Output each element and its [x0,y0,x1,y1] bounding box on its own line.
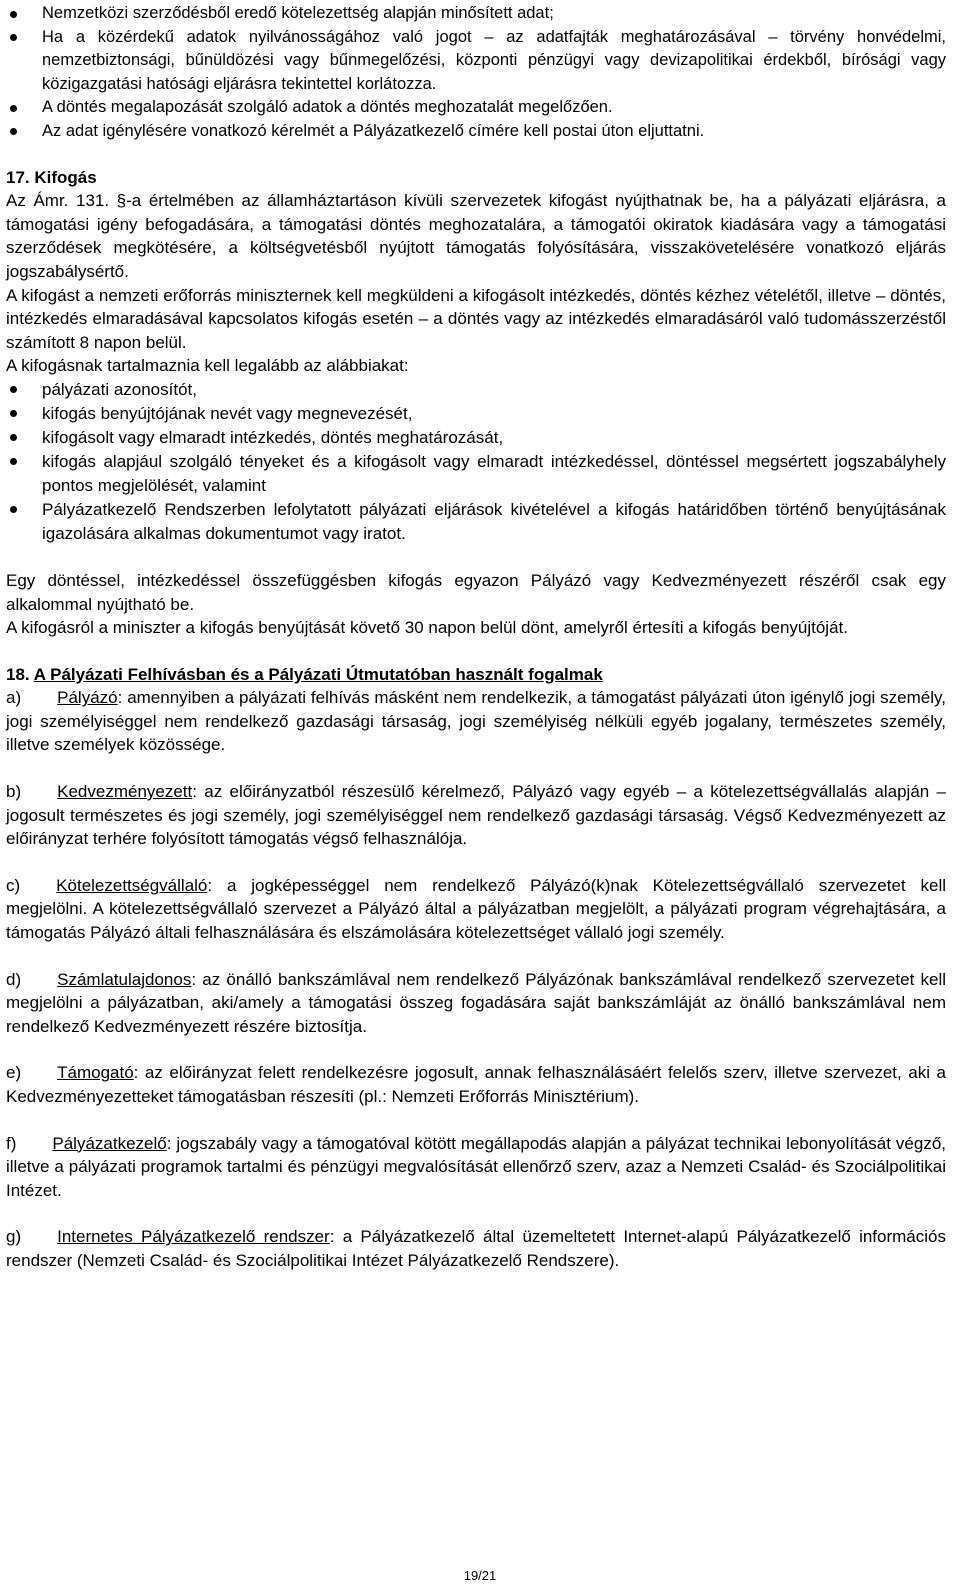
document-page [6,0,946,1273]
definition-b: b) Kedvezményezett: az előirányzatból részesülő kérelmező, Pályázó vagy egyéb – a kötelezettségvállalás alapján – jogosult természetes és jogi személy, jogi személyiséggel nem rendelkező gazdasági társaság. Végső Kedvezményezett az előirányzat terhére folyósított támogatás végső felhasználója. [6,782,946,849]
section-18-title: A Pályázati Felhívásban és a Pályázati Útmutatóban használt fogalmak [33,664,603,684]
bullet-icon [10,128,17,135]
section-17-paragraph: A kifogásnak tartalmaznia kell legalább az alábbiakat: [6,356,409,376]
list-item: kifogásolt vagy elmaradt intézkedés, döntés meghatározását, [6,426,946,450]
restriction-bullet-list [6,2,946,144]
list-item: Az adat igénylésére vonatkozó kérelmét a Pályázatkezelő címére kell postai úton eljuttatni. [6,120,946,144]
bullet-icon [10,506,17,513]
bullet-icon [10,34,17,41]
list-item: pályázati azonosítót, [6,378,946,402]
list-item: kifogás alapjául szolgáló tényeket és a kifogásolt vagy elmaradt intézkedéssel, döntéssel megsértett jogszabályhely pontos megjelölését, valamint [6,450,946,498]
definition-g: g) Internetes Pályázatkezelő rendszer: a Pályázatkezelő által üzemeltetett Internet-alapú Pályázatkezelő információs rendszer (Nemzeti Család- és Szociálpolitikai Intézet Pályázatkezelő Rendszere). [6,1227,946,1270]
section-18-number: 18. [6,664,30,684]
list-item: kifogás benyújtójának nevét vagy megnevezését, [6,402,946,426]
bullet-icon [10,386,17,393]
list-item: Pályázatkezelő Rendszerben lefolytatott pályázati eljárások kivételével a kifogás határidőben történő benyújtásának igazolására alkalmas dokumentumot vagy iratot. [6,498,946,546]
section-17-paragraph: A kifogást a nemzeti erőforrás miniszternek kell megküldeni a kifogásolt intézkedés, döntés kézhez vételétől, illetve – döntés, intézkedés elmaradásával kapcsolatos kifogás esetén – a döntés vagy az intézkedés elmaradásáról való tudomásszerzéstől számított 8 napon belül. [6,285,946,352]
bullet-icon [10,105,17,112]
definition-term: Pályázó [57,688,118,708]
section-17-heading: 17. Kifogás [6,167,97,187]
bullet-icon [10,410,17,417]
section-17-paragraph: Az Ámr. 131. §-a értelmében az államháztartáson kívüli szervezetek kifogást nyújthatnak be, ha a pályázati eljárásra, a támogatási igény befogadására, a támogatási döntés meghozatalára, a támogatói okiratok kiadására vagy a támogatási szerződések megkötésére, a költségvetésből nyújtott támogatás folyósítására, visszakövetelésére vonatkozó eljárás jogszabálysértő. [6,191,946,281]
definition-term: Számlatulajdonos [57,969,192,989]
definition-term: Kedvezményezett [57,782,193,802]
section-17-paragraph: Egy döntéssel, intézkedéssel összefüggésben kifogás egyazon Pályázó vagy Kedvezményezett részéről csak egy alkalommal nyújtható be. [6,570,946,614]
definition-term: Pályázatkezelő [52,1133,167,1153]
list-item: Nemzetközi szerződésből eredő kötelezettség alapján minősített adat; [6,2,946,26]
page-number: 19/21 [463,1568,497,1583]
list-item: A döntés megalapozását szolgáló adatok a döntés meghozatalát megelőzően. [6,96,946,120]
bullet-icon [10,434,17,441]
objection-requirements-list [6,378,946,546]
bullet-icon [10,11,17,18]
section-17-paragraph: A kifogásról a miniszter a kifogás benyújtását követő 30 napon belül dönt, amelyről értesíti a kifogás benyújtóját. [6,618,848,638]
definition-term: Kötelezettségvállaló [56,875,208,895]
bullet-icon [10,458,17,465]
definition-d: d) Számlatulajdonos: az önálló bankszámlával nem rendelkező Pályázónak bankszámlával rendelkező szervezetet kell megjelölni a pályázatban, aki/amely a támogatási összeg fogadására saját bankszámláját az önálló bankszámlával nem rendelkező Kedvezményezett részére biztosítja. [6,969,946,1036]
definition-e: e) Támogató: az előirányzat felett rendelkezésre jogosult, annak felhasználásáért felelős szerv, illetve szervezet, aki a Kedvezményezetteket támogatásban részesíti (pl.: Nemzeti Erőforrás Minisztérium). [6,1063,946,1106]
definition-term: Támogató [57,1063,134,1083]
definition-term: Internetes Pályázatkezelő rendszer [57,1227,330,1247]
definition-f: f) Pályázatkezelő: jogszabály vagy a támogatóval kötött megállapodás alapján a pályázat technikai lebonyolítását végző, illetve a pályázati programok tartalmi és pénzügyi megvalósítását ellenőrző szerv, azaz a Nemzeti Család- és Szociálpolitikai Intézet. [6,1133,946,1200]
definition-a: a) Pályázó: amennyiben a pályázati felhívás másként nem rendelkezik, a támogatást pályázati úton igénylő jogi személy, jogi személyiséggel nem rendelkező gazdasági társaság, jogi személyiség nélküli egyéb jogalany, természetes személy, illetve személyek közössége. [6,688,946,755]
list-item: Ha a közérdekű adatok nyilvánosságához való jogot – az adatfajták meghatározásával – törvény honvédelmi, nemzetbiztonsági, bűnüldözési vagy bűnmegelőzési, központi pénzügyi vagy devizapolitikai érdekből, bírósági vagy közigazgatási hatósági eljárásra tekintettel korlátozza. [6,26,946,97]
section-18-heading [6,663,946,687]
definition-c: c) Kötelezettségvállaló: a jogképességgel nem rendelkező Pályázó(k)nak Kötelezettségvállaló szervezetet kell megjelölni. A kötelezettségvállaló szervezet a Pályázó által a pályázatban megjelölt, a pályázati program végrehajtására, a támogatás Pályázó általi felhasználására és elszámolására kötelezettséget vállaló jogi személy. [6,875,946,943]
